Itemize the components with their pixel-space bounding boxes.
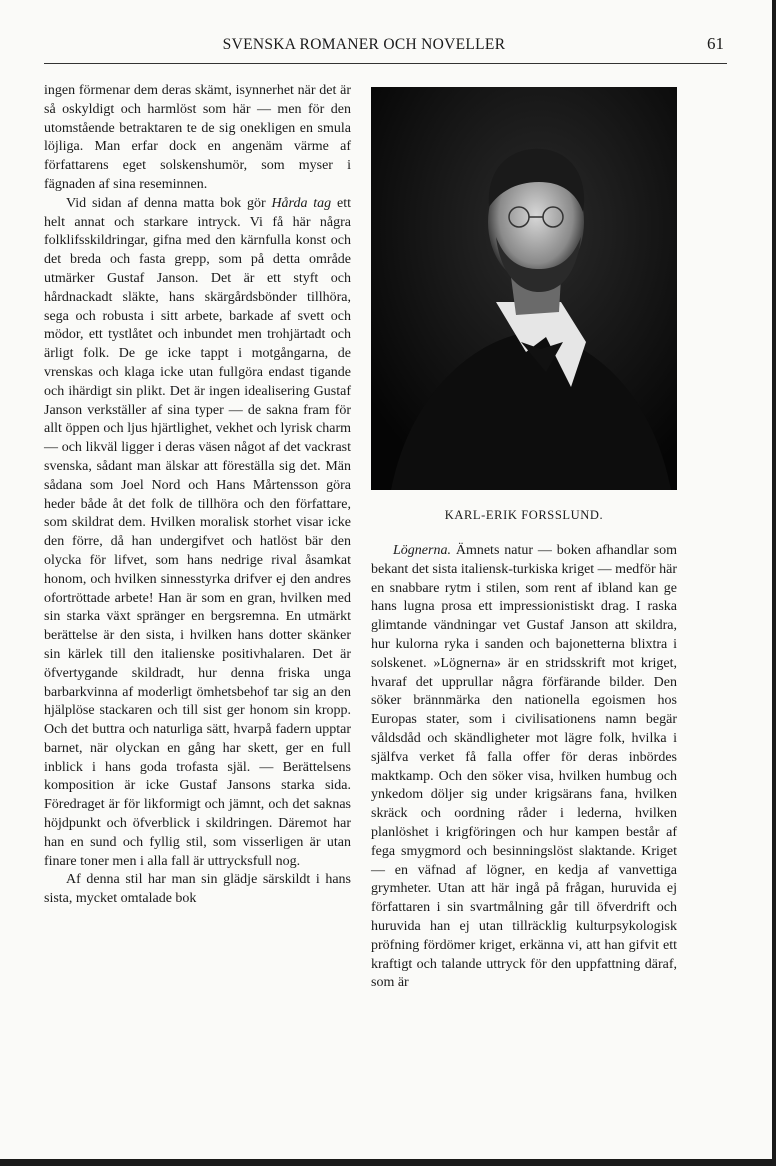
right-column: [371, 542, 677, 993]
portrait-illustration: [371, 87, 677, 490]
header-rule: [44, 63, 727, 64]
portrait-caption: KARL-ERIK FORSSLUND.: [444, 508, 604, 522]
page-edge-right: [772, 0, 776, 1166]
book-title-harda-tag: Hårda tag: [271, 195, 332, 211]
portrait-photo: [371, 87, 677, 490]
running-title: SVENSKA ROMANER OCH NOVELLER: [222, 36, 506, 53]
page-number: 61: [707, 34, 724, 53]
paragraph-2-lead: Vid sidan af denna matta bok gör: [66, 195, 272, 211]
running-head: [44, 36, 724, 66]
book-title-lognerna: Lögnerna.: [393, 543, 451, 558]
left-paragraph-3: Af denna stil har man sin glädje särskildt i hans sista, mycket omtalade bok: [44, 872, 351, 907]
right-paragraph-1: [371, 542, 677, 993]
page-edge-bottom: [0, 1159, 776, 1166]
left-paragraph-2: [44, 195, 351, 872]
paragraph-2-body: ett helt annat och starkare intryck. Vi få här några folklifsskildringar, gifna med den kärnfulla konst och det breda och fasta grepp, som på detta område utmärker Gustaf Janson. Det är ett styft och hårdnackadt släkte, hans skärgårdsbönder tillhöra, sega och robusta i sitt arbete, barkade af svett och mödor, ett tystlåtet och inbundet men trohjärtadt och ärligt folk. De ge icke tappt i motgångarna, de vrenskas och klaga icke utan fullgöra endast tigande och ihärdigt sin plikt. Det är ingen idealisering Gustaf Janson verkställer af sina typer — de sakna fram för allt öppen och ljus hjärtlighet, vekhet och lyrisk charm — och likväl ligger i deras väsen något af det vackrast svenska, sådant man älskar att föreställa sig det. Män sådana som Joel Nord och Hans Mårtensson göra heder både åt det folk de tillhöra och den författare, som skildrat dem. Hvilken moralisk storhet visar icke den förre, då han undergifvet och hatlöst bär den olycka för lifvet, som hans nedrige rival åsamkat honom, och hvilken sinnesstyrka drifver ej den andres ofortröttade arbete! Han är som en gran, hvilken med sin starka växt spränger en bergsremna. En utmärkt berättelse är den sista, i hvilken hans dotter skänker sin kärlek till den italienske positivhalaren. Det är öfvertygande skildradt, hur denna friska unga barbarkvinna af moderligt ömhetsbehof tar sig an den hjälplöse stackaren och till sist ger honom sin kropp. Och det buttra och naturliga sätt, hvarpå fadern upptar barnet, när olyckan en gång har skett, ger en full inblick i hans goda trofasta själ. — Berättelsens komposition är icke Gustaf Jansons starka sida. Föredraget är för likformigt och jämnt, och det saknas höjdpunkt och öfverblick i skildringen. Däremot har han en sund och fyllig stil, som visserligen är utan finare toner men i alla fall är uttrycksfull nog.: [44, 195, 351, 869]
left-paragraph-1: ingen förmenar dem deras skämt, isynnerhet när det är så oskyldigt och harmlöst som här — men för den utomstående betraktaren te de sig onekligen en smula löjliga. Man erfar dock en angenäm värme af författarens eget solskenshumör, som myser i fägnaden af sina reseminnen.: [44, 83, 351, 192]
left-column: [44, 82, 351, 909]
right-paragraph-1-body: Ämnets natur — boken afhandlar som bekant det sista italiensk-turkiska kriget — medför här en snabbare rytm i stilen, som rent af ibland kan ge hans lugna prosa ett impressionistiskt drag. I raska glimtande vändningar vet Gustaf Janson att skildra, hur kulorna ryka i sanden och bajonetterna blixtra i solskenet. »Lögnerna» är en stridsskrift mot kriget, hvaraf det upprullar några förfärande bilder. Den söker brännmärka den nationella egoismen hos Europas stater, som i civilisationens namn begär våldsdåd och skändligheter mot lägre folk, hvilka i själfva verket få falla offer för deras inbördes maktkamp. Och den söker visa, hvilken humbug och ynkedom döljer sig under krigsärans fana, hvilken skräck och oordning råder i lederna, hvilken planlöshet i krigföringen och hur kampen består af fega smygmord och besinningslöst slaktande. Kriget — en väfnad af lögner, en kedja af vanvettiga grymheter. Utan att här ingå på frågan, huruvida ej författaren i sin svartmålning går till öfverdrift och huruvida han ej utan tillräcklig kulturpsykologisk pröfning fördömer kriget, erkänna vi, att han gifvit ett kraftigt och talande uttryck för den uppfattning däraf, som är: [371, 543, 677, 991]
